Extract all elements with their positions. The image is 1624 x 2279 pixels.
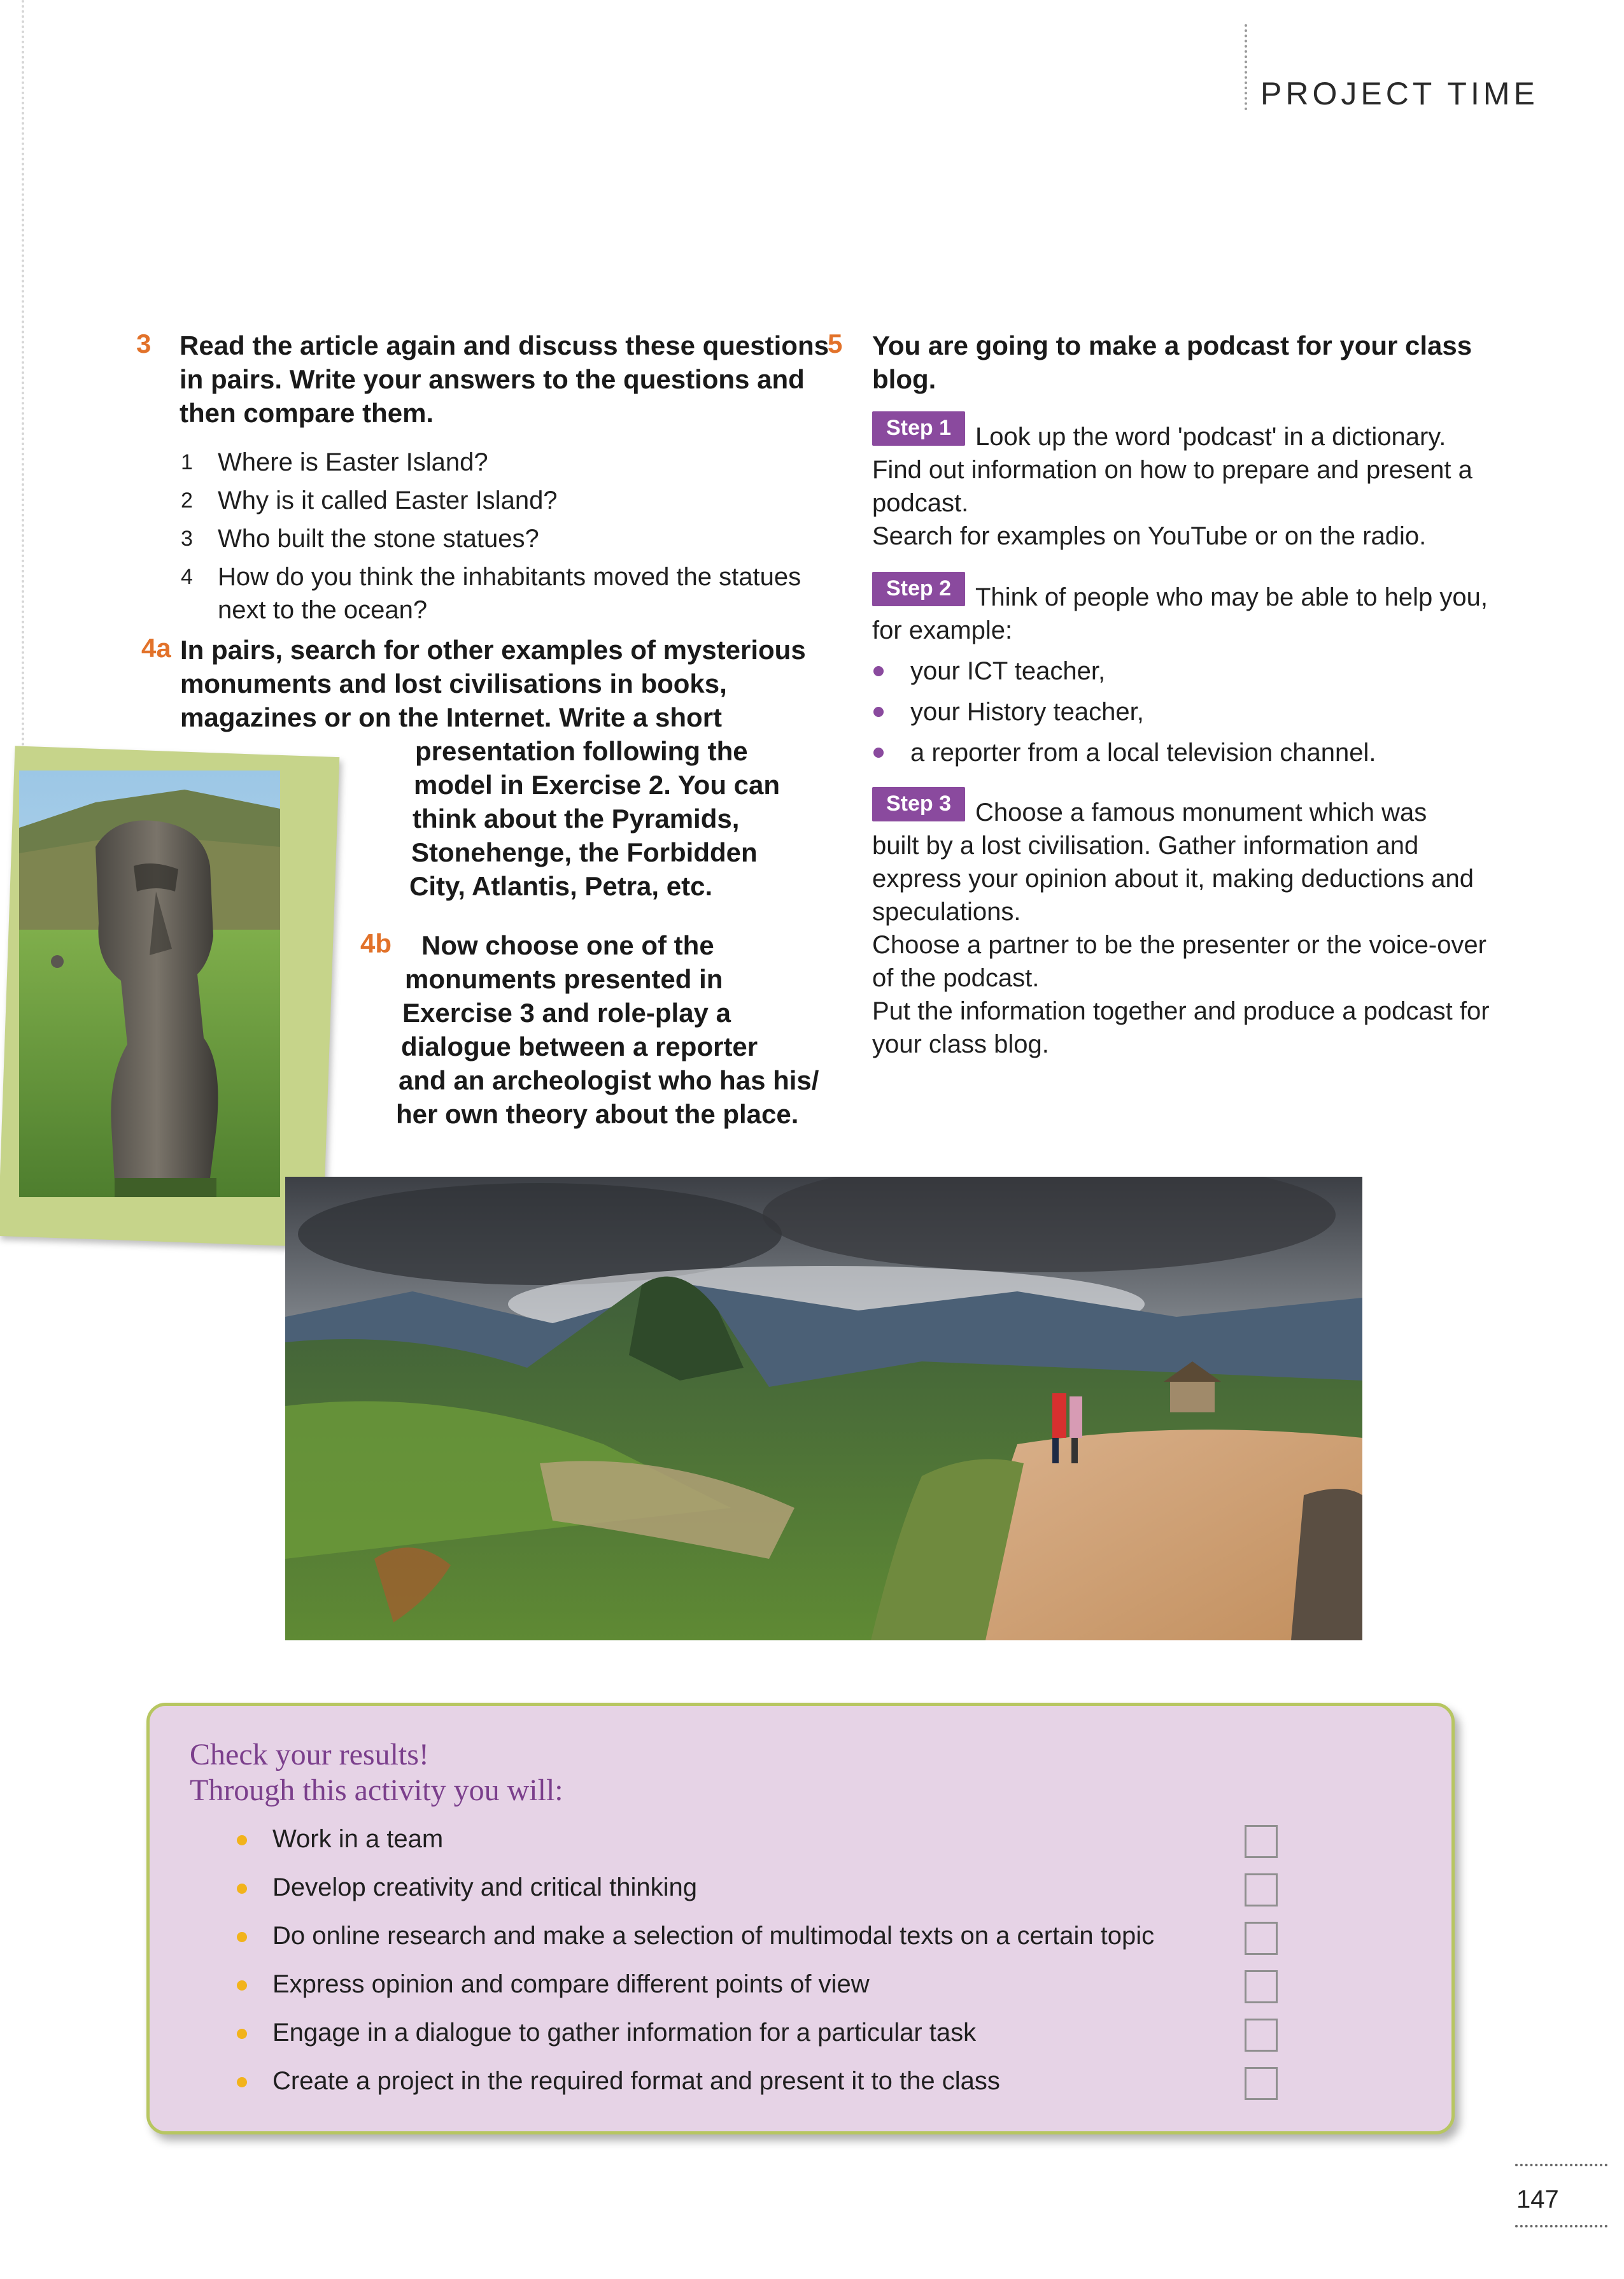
step-1-line: Search for examples on YouTube or on the radio. [872, 522, 1427, 550]
step-2-bullet: your ICT teacher, [910, 657, 1106, 685]
bullet-icon [237, 1835, 247, 1845]
bullet-icon [237, 1932, 247, 1942]
exercise-4a-line: think about the Pyramids, [413, 804, 740, 834]
text-line: Read the article again and discuss these questions [180, 330, 829, 360]
bullet-icon [237, 2029, 247, 2039]
moai-photo [19, 770, 280, 1197]
exercise-4b-line: Exercise 3 and role-play a [402, 998, 731, 1028]
question-item [181, 484, 801, 517]
header-divider [1245, 24, 1247, 110]
page-number-divider [1515, 2225, 1607, 2227]
exercise-4a-number: 4a [141, 633, 171, 663]
check-subtitle: Through this activity you will: [190, 1773, 563, 1807]
check-item: Work in a team [272, 1825, 444, 1853]
text-line: blog. [872, 364, 936, 394]
question-number: 4 [181, 565, 193, 589]
step-1-badge: Step 1 [872, 411, 965, 446]
step-3-line: Choose a famous monument which was [975, 799, 1427, 827]
step-2-badge: Step 2 [872, 572, 965, 606]
question-number: 1 [181, 450, 193, 474]
exercise-4a-line: model in Exercise 2. You can [414, 770, 780, 800]
exercise-3-questions [181, 446, 801, 627]
exercise-3-number: 3 [136, 329, 152, 359]
step-1-line: Look up the word 'podcast' in a dictionary. [975, 423, 1446, 451]
question-text: Who built the stone statues? [218, 525, 539, 553]
exercise-4b-line: monuments presented in [405, 964, 723, 994]
step-3-line: Put the information together and produce a podcast for [872, 997, 1490, 1025]
step-3-line: express your opinion about it, making deductions and [872, 865, 1474, 893]
bullet-icon [873, 707, 884, 717]
exercise-4a-line: In pairs, search for other examples of mysterious [180, 635, 806, 665]
text-line: in pairs. Write your answers to the questions and [180, 364, 805, 394]
step-3-line: your class blog. [872, 1030, 1049, 1058]
exercise-4a-line: presentation following the [415, 736, 748, 766]
exercise-4a-line: Stonehenge, the Forbidden [411, 837, 758, 867]
question-text: Where is Easter Island? [218, 448, 488, 476]
check-item: Express opinion and compare different points of view [272, 1970, 870, 1998]
text-line: You are going to make a podcast for your class [872, 330, 1472, 360]
bullet-icon [873, 666, 884, 676]
step-3-badge: Step 3 [872, 787, 965, 821]
checkbox[interactable] [1245, 1825, 1278, 1858]
checkbox[interactable] [1245, 1873, 1278, 1906]
check-title: Check your results! [190, 1738, 429, 1771]
check-item: Create a project in the required format and present it to the class [272, 2067, 1000, 2095]
checkbox[interactable] [1245, 2019, 1278, 2052]
step-2-bullet: a reporter from a local television channel. [910, 739, 1376, 767]
exercise-5-instructions [872, 329, 1472, 396]
page-number: 147 [1516, 2185, 1559, 2213]
step-3-line: speculations. [872, 898, 1021, 926]
bullet-icon [237, 1884, 247, 1894]
exercise-4b-line: her own theory about the place. [396, 1099, 799, 1129]
step-3-line: built by a lost civilisation. Gather information and [872, 832, 1419, 860]
text-line: next to the ocean? [218, 596, 428, 624]
exercise-4a-line: magazines or on the Internet. Write a short [180, 702, 723, 732]
question-text [218, 560, 801, 627]
step-3-line: of the podcast. [872, 964, 1040, 992]
exercise-5-number: 5 [828, 329, 843, 359]
step-2-line: for example: [872, 616, 1013, 644]
exercise-3-instructions [180, 329, 829, 430]
page-number-divider [1515, 2164, 1607, 2166]
question-number: 3 [181, 527, 193, 551]
question-item [181, 446, 801, 479]
text-line: then compare them. [180, 398, 434, 428]
step-2-bullet: your History teacher, [910, 698, 1144, 726]
machu-picchu-photo [285, 1177, 1362, 1640]
checkbox[interactable] [1245, 2067, 1278, 2100]
checkbox[interactable] [1245, 1922, 1278, 1955]
question-number: 2 [181, 488, 193, 513]
text-line: How do you think the inhabitants moved the statues [218, 563, 801, 591]
step-3-line: Choose a partner to be the presenter or the voice-over [872, 931, 1486, 959]
checkbox[interactable] [1245, 1970, 1278, 2003]
exercise-4b-line: and an archeologist who has his/ [399, 1065, 819, 1095]
bullet-icon [237, 1980, 247, 1991]
step-1-line: podcast. [872, 489, 969, 517]
check-item: Do online research and make a selection of multimodal texts on a certain topic [272, 1922, 1155, 1950]
exercise-4a-line: City, Atlantis, Petra, etc. [409, 871, 713, 901]
exercise-4b-line: Now choose one of the [421, 930, 714, 960]
check-item: Develop creativity and critical thinking [272, 1873, 697, 1901]
question-item [181, 560, 801, 627]
exercise-4b-number: 4b [360, 928, 392, 958]
question-item [181, 522, 801, 555]
check-item: Engage in a dialogue to gather information for a particular task [272, 2019, 977, 2047]
bullet-icon [873, 748, 884, 758]
exercise-4b-line: dialogue between a reporter [401, 1032, 758, 1061]
section-title: PROJECT TIME [1260, 76, 1539, 111]
step-1-line: Find out information on how to prepare and present a [872, 456, 1472, 484]
exercise-4a-line: monuments and lost civilisations in books, [180, 669, 727, 699]
bullet-icon [237, 2077, 247, 2087]
question-text: Why is it called Easter Island? [218, 486, 558, 515]
step-2-line: Think of people who may be able to help you, [975, 583, 1488, 611]
